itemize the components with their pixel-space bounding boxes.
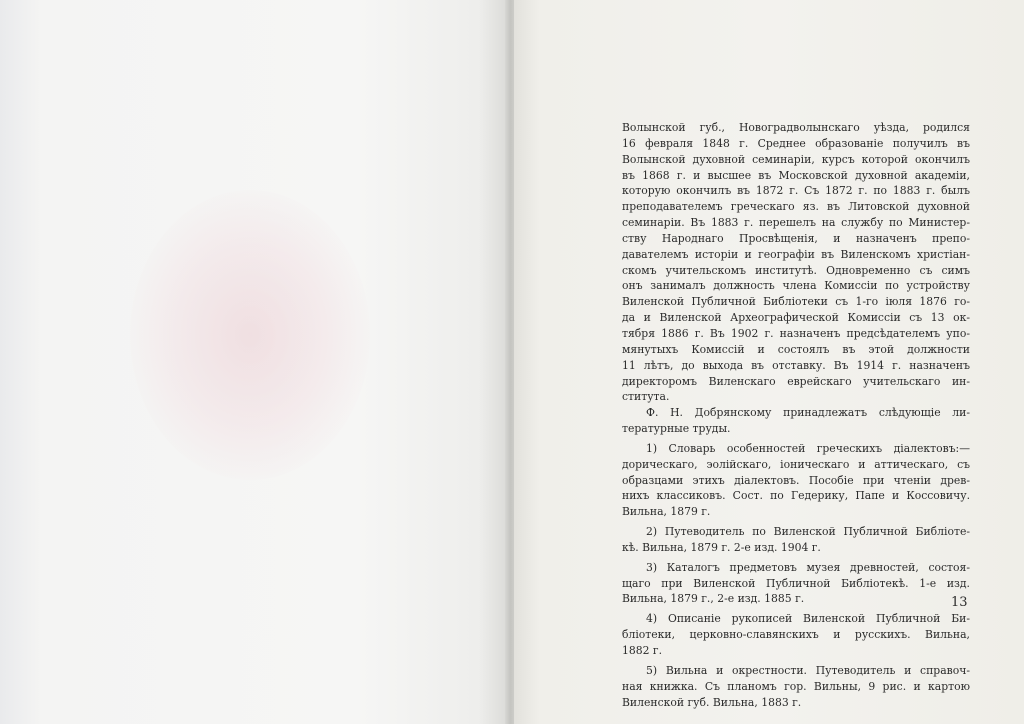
text-line: 2) Путеводитель по Виленской Публичной Библіоте- <box>646 525 970 539</box>
paper-stain <box>130 190 370 480</box>
text-line: 3) Каталогъ предметовъ музея древностей, состоя- <box>646 560 970 574</box>
text-line: въ 1868 г. и высшее въ Московской духовной академіи, <box>622 168 970 182</box>
text-line: образцами этихъ діалектовъ. Пособіе при чтеніи древ- <box>622 473 970 487</box>
text-line: директоромъ Виленскаго еврейскаго учительскаго ин- <box>622 374 970 388</box>
text-line: семинаріи. Въ 1883 г. перешелъ на службу по Министер- <box>622 216 970 230</box>
text-line: тературные труды. <box>622 422 731 436</box>
text-line: мянутыхъ Комиссій и состоялъ въ этой должности <box>622 342 970 356</box>
text-line: преподавателемъ греческаго яз. въ Литовской духовной <box>622 200 970 214</box>
text-line: 4) Описаніе рукописей Виленской Публичной Би- <box>646 612 970 626</box>
text-line: бліотеки, церковно-славянскихъ и русскихъ. Вильна, <box>622 628 970 642</box>
text-line: ная книжка. Съ планомъ гор. Вильны, 9 рис. и картою <box>622 679 970 693</box>
text-line: да и Виленской Археографической Комиссіи съ 13 ок- <box>622 311 970 325</box>
text-line: 16 февраля 1848 г. Среднее образованіе получилъ въ <box>622 136 970 150</box>
text-line: которую окончилъ въ 1872 г. Съ 1872 г. по 1883 г. былъ <box>622 184 970 198</box>
page-number: 13 <box>951 595 968 610</box>
text-line: 5) Вильна и окрестности. Путеводитель и справоч- <box>646 663 970 677</box>
text-line: Виленской Публичной Библіотеки съ 1-го іюля 1876 го- <box>622 295 970 309</box>
text-line: Волынской духовной семинаріи, курсъ которой окончилъ <box>622 152 970 166</box>
text-line: 1) Словарь особенностей греческихъ діалектовъ:— <box>646 441 970 455</box>
text-line: скомъ учительскомъ институтѣ. Одновременно съ симъ <box>622 263 970 277</box>
text-line: тября 1886 г. Въ 1902 г. назначенъ предсѣдателемъ упо- <box>622 326 970 340</box>
text-line: Виленской губ. Вильна, 1883 г. <box>622 695 802 709</box>
text-line: кѣ. Вильна, 1879 г. 2-е изд. 1904 г. <box>622 540 821 554</box>
text-line: 11 лѣтъ, до выхода въ отставку. Въ 1914 г. назначенъ <box>622 358 970 372</box>
left-page-blank <box>0 0 509 724</box>
text-line: ститута. <box>622 390 670 404</box>
text-line: Вильна, 1879 г., 2-е изд. 1885 г. <box>622 592 805 606</box>
text-line: давателемъ исторіи и географіи въ Виленскомъ христіан- <box>622 247 970 261</box>
text-line: щаго при Виленской Публичной Библіотекѣ. 1-е изд. <box>622 576 970 590</box>
body-text <box>622 120 970 710</box>
text-line: онъ занималъ должность члена Комиссіи по устройству <box>622 279 970 293</box>
text-line: Волынской губ., Новоградволынскаго уѣзда, родился <box>622 121 970 134</box>
text-line: ству Народнаго Просвѣщенія, и назначенъ препо- <box>622 231 970 245</box>
text-line: 1882 г. <box>622 644 662 657</box>
text-line: дорическаго, эолійскаго, іоническаго и аттическаго, съ <box>622 457 970 471</box>
text-line: нихъ классиковъ. Сост. по Гедерику, Папе и Коссовичу. <box>622 489 970 503</box>
text-line: Вильна, 1879 г. <box>622 505 711 519</box>
text-line: Ф. Н. Добрянскому принадлежатъ слѣдующіе ли- <box>646 406 970 420</box>
